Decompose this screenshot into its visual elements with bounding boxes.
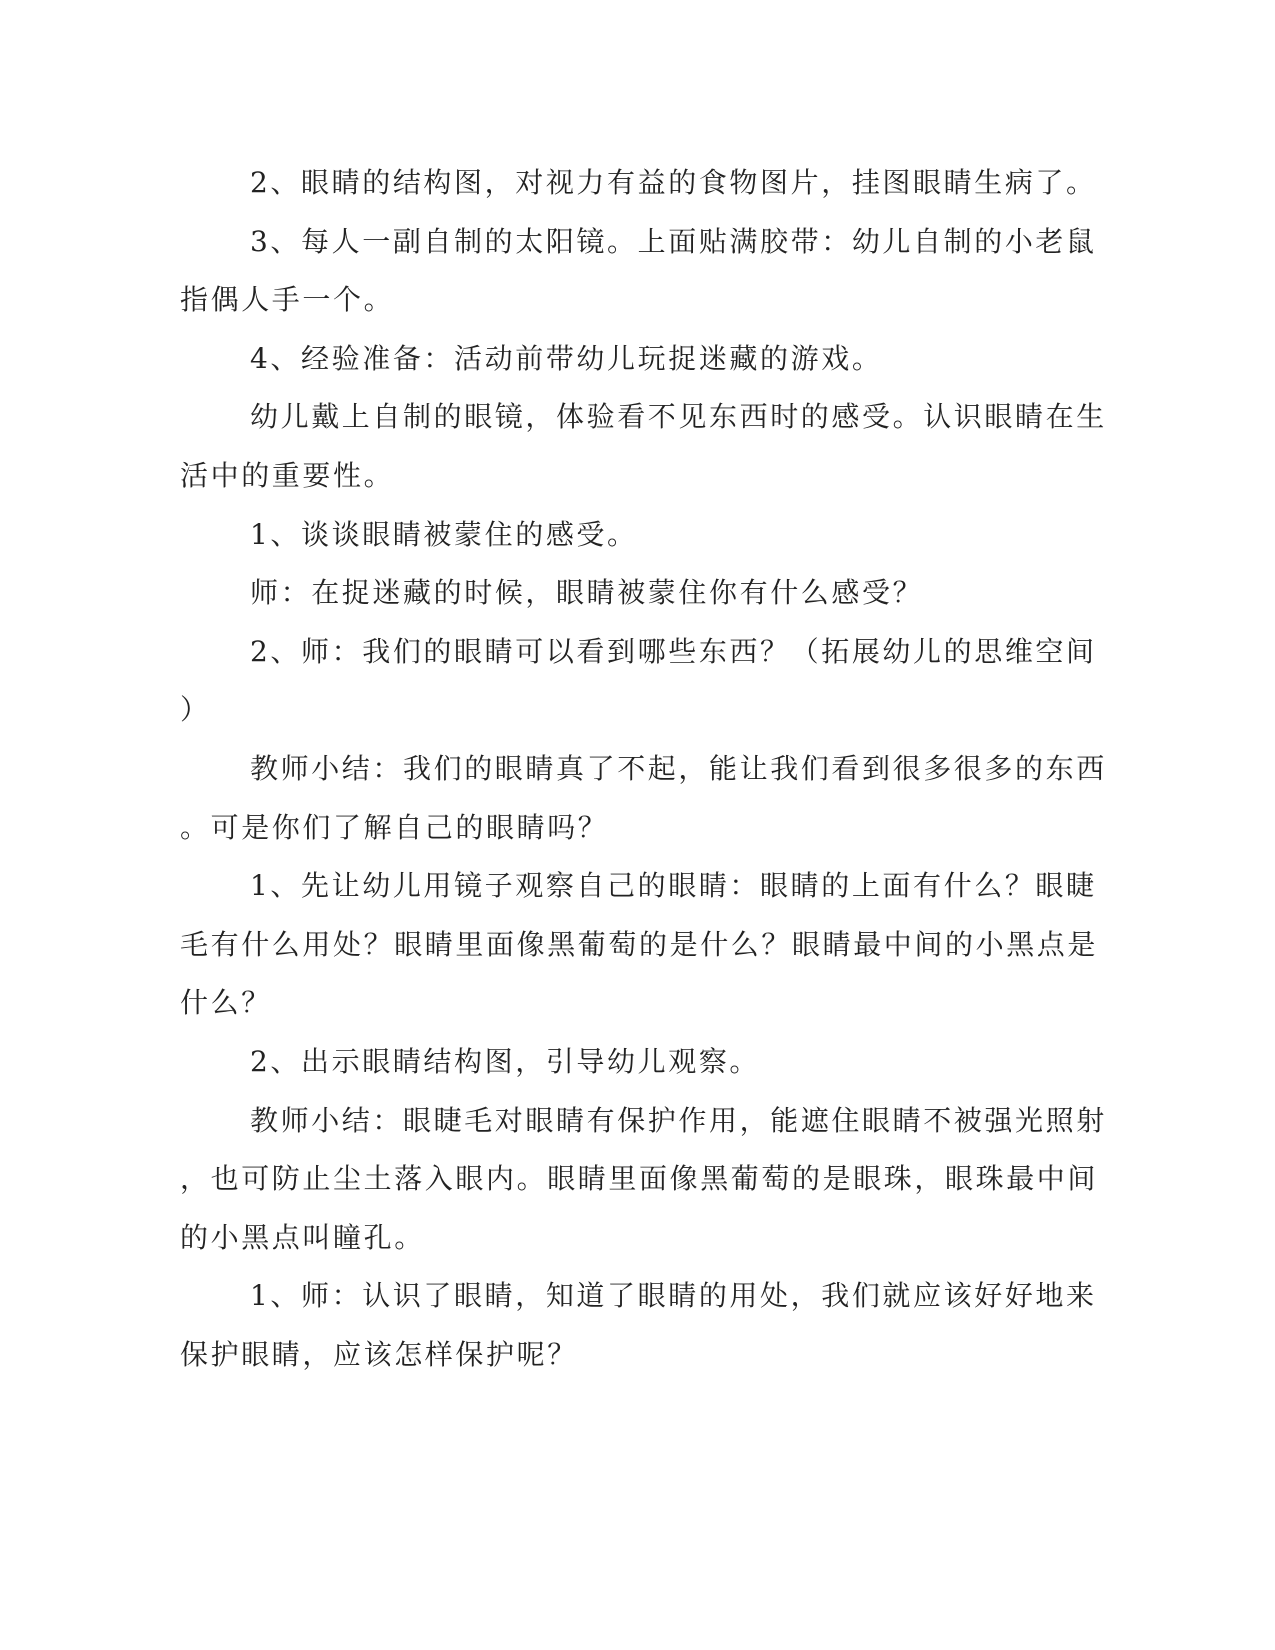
text-line: 4、经验准备：活动前带幼儿玩捉迷藏的游戏。 [250, 341, 883, 375]
text-line: 毛有什么用处？眼睛里面像黑葡萄的是什么？眼睛最中间的小黑点是 [180, 927, 1099, 961]
text-line: ） [180, 693, 211, 727]
text-line: 保护眼睛，应该怎样保护呢？ [180, 1337, 578, 1371]
text-line: 活中的重要性。 [180, 458, 395, 492]
text-line: 的小黑点叫瞳孔。 [180, 1220, 425, 1254]
text-line: 3、每人一副自制的太阳镜。上面贴满胶带：幼儿自制的小老鼠 [250, 224, 1097, 258]
text-line: 1、谈谈眼睛被蒙住的感受。 [250, 517, 638, 551]
text-line: 什么？ [180, 986, 272, 1020]
text-line: 教师小结：眼睫毛对眼睛有保护作用，能遮住眼睛不被强光照射 [250, 1103, 1107, 1137]
text-line: 。可是你们了解自己的眼睛吗？ [180, 810, 609, 844]
document-body [180, 154, 1107, 1384]
text-line: 2、眼睛的结构图，对视力有益的食物图片，挂图眼睛生病了。 [250, 166, 1097, 199]
text-line: 1、师：认识了眼睛，知道了眼睛的用处，我们就应该好好地来 [250, 1279, 1097, 1313]
text-line: 1、先让幼儿用镜子观察自己的眼睛：眼睛的上面有什么？眼睫 [250, 869, 1097, 903]
text-line: 幼儿戴上自制的眼镜，体验看不见东西时的感受。认识眼睛在生 [250, 400, 1107, 434]
text-line: 2、师：我们的眼睛可以看到哪些东西？（拓展幼儿的思维空间 [250, 634, 1097, 668]
text-line: ，也可防止尘土落入眼内。眼睛里面像黑葡萄的是眼珠，眼珠最中间 [180, 1162, 1099, 1196]
text-line: 指偶人手一个。 [180, 283, 395, 317]
text-line: 2、出示眼睛结构图，引导幼儿观察。 [250, 1044, 761, 1078]
text-line: 教师小结：我们的眼睛真了不起，能让我们看到很多很多的东西 [250, 751, 1107, 785]
text-line: 师：在捉迷藏的时候，眼睛被蒙住你有什么感受？ [250, 576, 924, 610]
